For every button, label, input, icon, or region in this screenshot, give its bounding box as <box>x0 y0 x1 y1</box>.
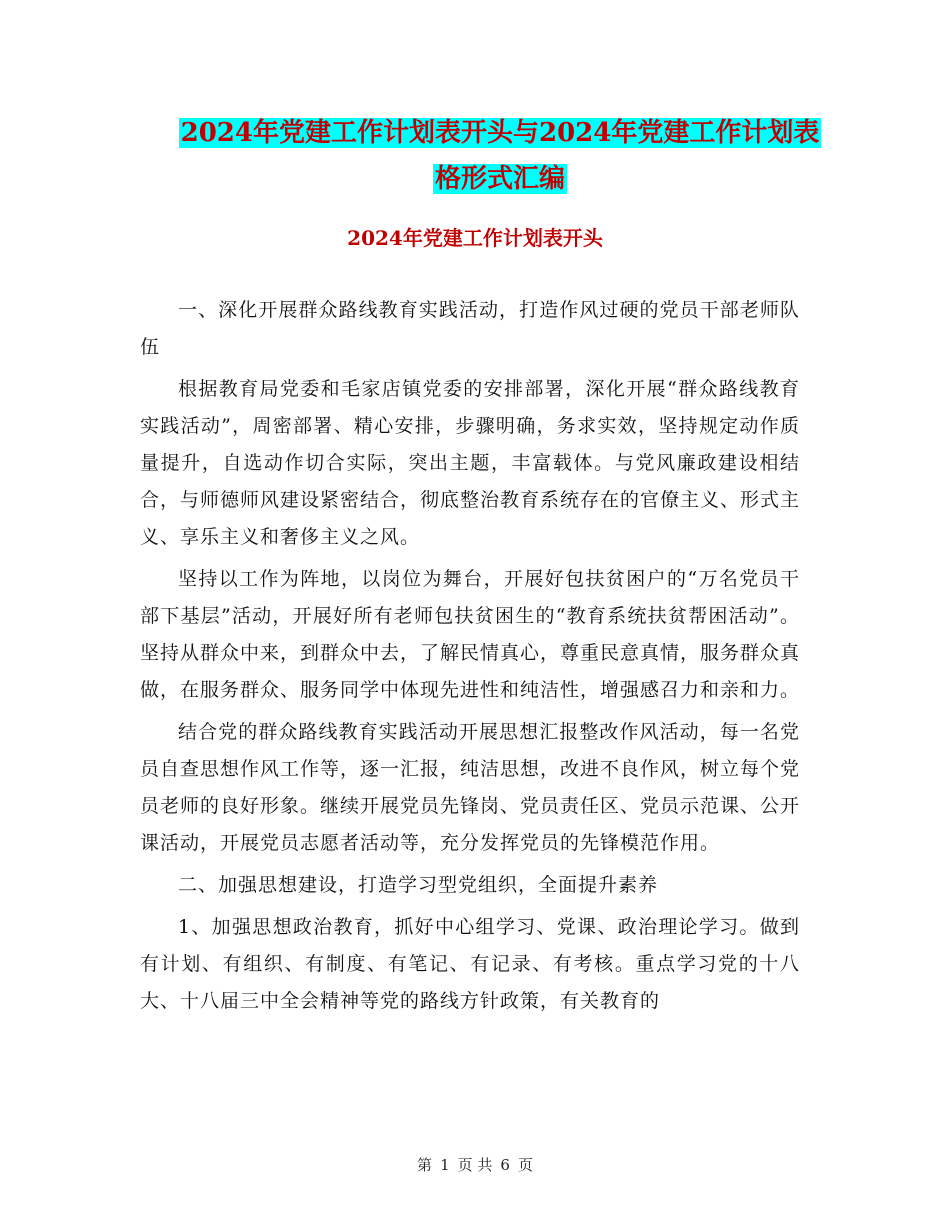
paragraph: 根据教育局党委和毛家店镇党委的安排部署，深化开展“群众路线教育实践活动”，周密部署、精心安排，步骤明确，务求实效，坚持规定动作质量提升，自选动作切合实际，突出主题，丰富载体。与党风廉政建设相结合，与师德师风建设紧密结合，彻底整治教育系统存在的官僚主义、形式主义、享乐主义和奢侈主义之风。 <box>140 378 801 548</box>
paragraph: 坚持以工作为阵地，以岗位为舞台，开展好包扶贫困户的“万名党员干部下基层”活动，开展好所有老师包扶贫困生的“教育系统扶贫帮困活动”。坚持从群众中来，到群众中去，了解民情真心，尊重民意真情，服务群众真做，在服务群众、服务同学中体现先进性和纯洁性，增强感召力和亲和力。 <box>140 568 801 701</box>
document-title <box>130 110 870 202</box>
footer-suffix: 页 <box>517 1156 533 1174</box>
section-heading: 2024年党建工作计划表开头 <box>347 226 603 250</box>
paragraph: 二、加强思想建设，打造学习型党组织，全面提升素养 <box>178 874 659 896</box>
footer-middle: 页 共 <box>457 1156 493 1174</box>
paragraph: 1、加强思想政治教育，抓好中心组学习、党课、政治理论学习。做到有计划、有组织、有制度、有笔记、有记录、有考核。重点学习党的十八大、十八届三中全会精神等党的路线方针政策，有关教育的 <box>140 916 800 1012</box>
footer-current-page: 1 <box>440 1156 450 1174</box>
page-footer <box>0 1154 950 1175</box>
paragraph: 结合党的群众路线教育实践活动开展思想汇报整改作风活动，每一名党员自查思想作风工作等，逐一汇报，纯洁思想，改进不良作风，树立每个党员老师的良好形象。继续开展党员先锋岗、党员责任区、党员示范课、公开课活动，开展党员志愿者活动等，充分发挥党员的先锋模范作用。 <box>140 721 801 854</box>
paragraph: 一、深化开展群众路线教育实践活动，打造作风过硬的党员干部老师队伍 <box>140 299 800 358</box>
document-title-line-1: 2024年党建工作计划表开头与2024年党建工作计划表 <box>180 118 820 148</box>
footer-total-pages: 6 <box>500 1156 510 1174</box>
document-body <box>140 292 800 1025</box>
footer-prefix: 第 <box>417 1156 433 1174</box>
document-title-line-2: 格形式汇编 <box>434 164 565 194</box>
